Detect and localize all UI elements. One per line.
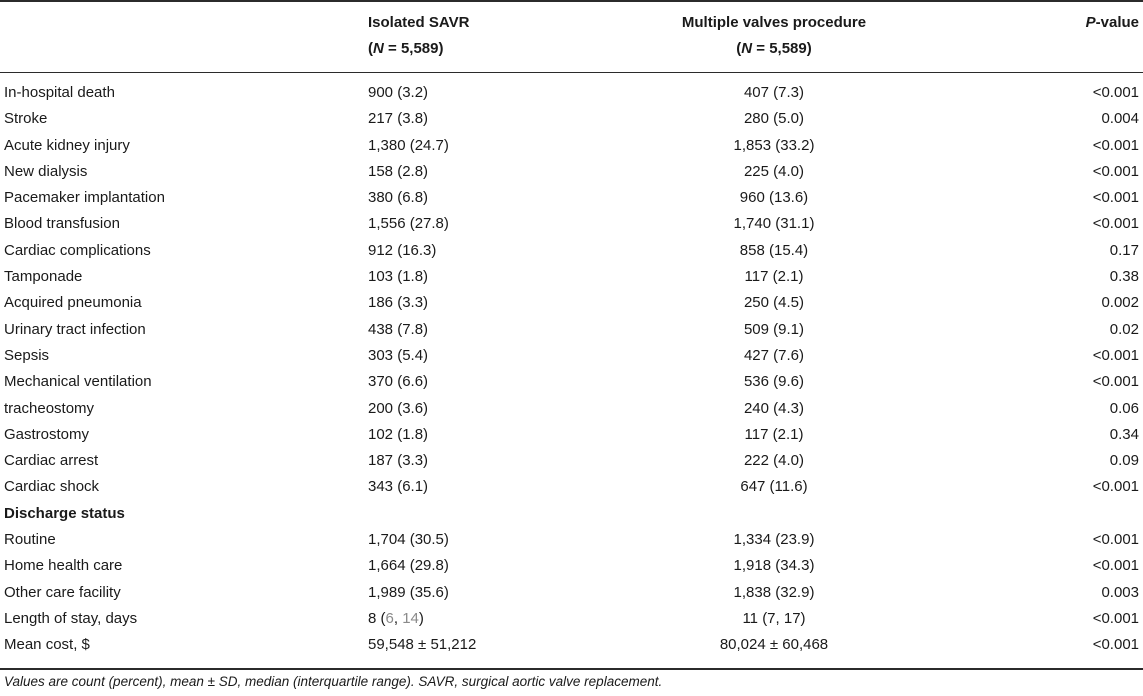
row-label: Mean cost, $ xyxy=(4,636,90,654)
cell-savr: 343 (6.1) xyxy=(368,478,429,496)
cell-p: <0.001 xyxy=(1092,609,1139,627)
table-row xyxy=(0,80,1143,106)
cell-p: 0.002 xyxy=(1101,294,1139,312)
row-label: Cardiac arrest xyxy=(4,452,99,470)
cell-p: 0.09 xyxy=(1109,452,1139,470)
cell-savr: 912 (16.3) xyxy=(368,241,437,259)
cell-savr: 102 (1.8) xyxy=(368,425,429,443)
row-label: Mechanical ventilation xyxy=(4,373,152,391)
row-label: Acute kidney injury xyxy=(4,136,130,154)
cell-multi: 240 (4.3) xyxy=(743,399,805,417)
cell-multi: 1,838 (32.9) xyxy=(733,583,815,601)
row-label: Other care facility xyxy=(4,583,121,601)
row-label: Cardiac complications xyxy=(4,241,151,259)
cell-multi: 1,918 (34.3) xyxy=(733,557,815,575)
cell-multi: 407 (7.3) xyxy=(743,84,805,101)
cell-multi: 427 (7.6) xyxy=(743,346,805,364)
cell-p: 0.02 xyxy=(1109,320,1139,338)
cell-p: <0.001 xyxy=(1092,136,1139,154)
cell-multi: 250 (4.5) xyxy=(743,294,805,312)
cell-savr: 217 (3.8) xyxy=(368,110,429,128)
table-row xyxy=(0,422,1143,448)
cell-p: <0.001 xyxy=(1092,373,1139,391)
cell-multi: 225 (4.0) xyxy=(743,162,805,180)
cell-multi: 858 (15.4) xyxy=(739,241,809,259)
header-multi-title: Multiple valves procedure xyxy=(681,14,867,31)
cell-multi: 509 (9.1) xyxy=(743,320,805,338)
cell-savr: 1,556 (27.8) xyxy=(368,215,449,233)
cell-savr: 8 (6, 14) xyxy=(368,609,424,627)
header-p-value: P-value xyxy=(1085,14,1139,31)
table-row xyxy=(0,317,1143,343)
cell-savr: 303 (5.4) xyxy=(368,346,429,364)
header-savr-title: Isolated SAVR xyxy=(368,14,470,31)
table-row xyxy=(0,343,1143,369)
row-label: Stroke xyxy=(4,110,48,128)
cell-savr: 186 (3.3) xyxy=(368,294,429,312)
header-multi-n: (N = 5,589) xyxy=(736,40,812,57)
iqr-lower: 6 xyxy=(385,609,394,627)
row-label: Home health care xyxy=(4,557,123,575)
cell-savr: 103 (1.8) xyxy=(368,268,429,286)
row-label: Urinary tract infection xyxy=(4,320,146,338)
table-row xyxy=(0,211,1143,237)
table-row xyxy=(0,474,1143,500)
cell-multi: 536 (9.6) xyxy=(743,373,805,391)
table-row-length-of-stay xyxy=(0,606,1143,632)
table-row xyxy=(0,159,1143,185)
cell-p: <0.001 xyxy=(1092,162,1139,180)
cell-p: <0.001 xyxy=(1092,636,1139,654)
cell-p: <0.001 xyxy=(1092,189,1139,207)
cell-multi: 117 (2.1) xyxy=(744,425,804,443)
cell-multi: 11 (7, 17) xyxy=(742,609,806,627)
cell-multi: 222 (4.0) xyxy=(743,452,805,470)
table-row xyxy=(0,185,1143,211)
row-label: Blood transfusion xyxy=(4,215,120,233)
cell-p: 0.38 xyxy=(1109,268,1139,286)
section-row-discharge-status xyxy=(0,501,1143,527)
cell-savr: 1,664 (29.8) xyxy=(368,557,449,575)
header-multiple-valves xyxy=(660,10,888,62)
row-label: Routine xyxy=(4,531,56,549)
table-row xyxy=(0,106,1143,132)
row-label: Pacemaker implantation xyxy=(4,189,165,207)
table-row xyxy=(0,580,1143,606)
table-row xyxy=(0,553,1143,579)
cell-multi: 80,024 ± 60,468 xyxy=(719,636,829,654)
cell-multi: 1,740 (31.1) xyxy=(733,215,815,233)
row-label: Length of stay, days xyxy=(4,609,138,627)
header-isolated-savr xyxy=(368,10,469,62)
table-header xyxy=(0,2,1143,72)
table-row xyxy=(0,264,1143,290)
cell-p: 0.004 xyxy=(1101,110,1139,128)
cell-p: 0.34 xyxy=(1109,425,1139,443)
cell-p: <0.001 xyxy=(1092,84,1139,101)
table-body xyxy=(0,80,1143,659)
row-label: New dialysis xyxy=(4,162,88,180)
cell-multi: 280 (5.0) xyxy=(743,110,805,128)
cell-savr: 1,989 (35.6) xyxy=(368,583,449,601)
table-header-rule xyxy=(0,72,1143,73)
header-savr-n: (N = 5,589) xyxy=(368,40,444,57)
row-label: Sepsis xyxy=(4,346,50,364)
cell-savr: 59,548 ± 51,212 xyxy=(368,636,477,654)
row-label: tracheostomy xyxy=(4,399,95,417)
section-label: Discharge status xyxy=(4,504,125,522)
row-label: Cardiac shock xyxy=(4,478,100,496)
table-row xyxy=(0,238,1143,264)
table-footnote: Values are count (percent), mean ± SD, median (interquartile range). SAVR, surgical aortic valve replacement. xyxy=(4,674,663,689)
iqr-upper: 14 xyxy=(402,609,419,627)
cell-p: <0.001 xyxy=(1092,531,1139,549)
cell-multi: 960 (13.6) xyxy=(739,189,809,207)
table-row xyxy=(0,448,1143,474)
table-row xyxy=(0,133,1143,159)
table-row xyxy=(0,290,1143,316)
cell-savr: 380 (6.8) xyxy=(368,189,429,207)
cell-savr: 370 (6.6) xyxy=(368,373,429,391)
cell-p: <0.001 xyxy=(1092,478,1139,496)
row-label: Acquired pneumonia xyxy=(4,294,142,312)
cell-savr: 200 (3.6) xyxy=(368,399,429,417)
table-row xyxy=(0,396,1143,422)
table-row xyxy=(0,527,1143,553)
cell-multi: 647 (11.6) xyxy=(740,478,808,496)
cell-p: <0.001 xyxy=(1092,557,1139,575)
table-row-mean-cost xyxy=(0,632,1143,658)
cell-multi: 1,853 (33.2) xyxy=(733,136,815,154)
table-bottom-rule xyxy=(0,668,1143,670)
cell-p: 0.17 xyxy=(1109,241,1139,259)
cell-savr: 1,704 (30.5) xyxy=(368,531,449,549)
cell-p: 0.003 xyxy=(1101,583,1139,601)
cell-savr: 438 (7.8) xyxy=(368,320,429,338)
cell-savr: 1,380 (24.7) xyxy=(368,136,449,154)
row-label: Gastrostomy xyxy=(4,425,90,443)
table-row xyxy=(0,369,1143,395)
cell-savr: 158 (2.8) xyxy=(368,162,429,180)
cell-savr: 900 (3.2) xyxy=(368,84,429,101)
cell-p: 0.06 xyxy=(1109,399,1139,417)
cell-p: <0.001 xyxy=(1092,346,1139,364)
cell-multi: 1,334 (23.9) xyxy=(733,531,815,549)
row-label: Tamponade xyxy=(4,268,83,286)
cell-p: <0.001 xyxy=(1092,215,1139,233)
row-label: In-hospital death xyxy=(4,84,115,101)
cell-savr: 187 (3.3) xyxy=(368,452,429,470)
cell-multi: 117 (2.1) xyxy=(744,268,804,286)
